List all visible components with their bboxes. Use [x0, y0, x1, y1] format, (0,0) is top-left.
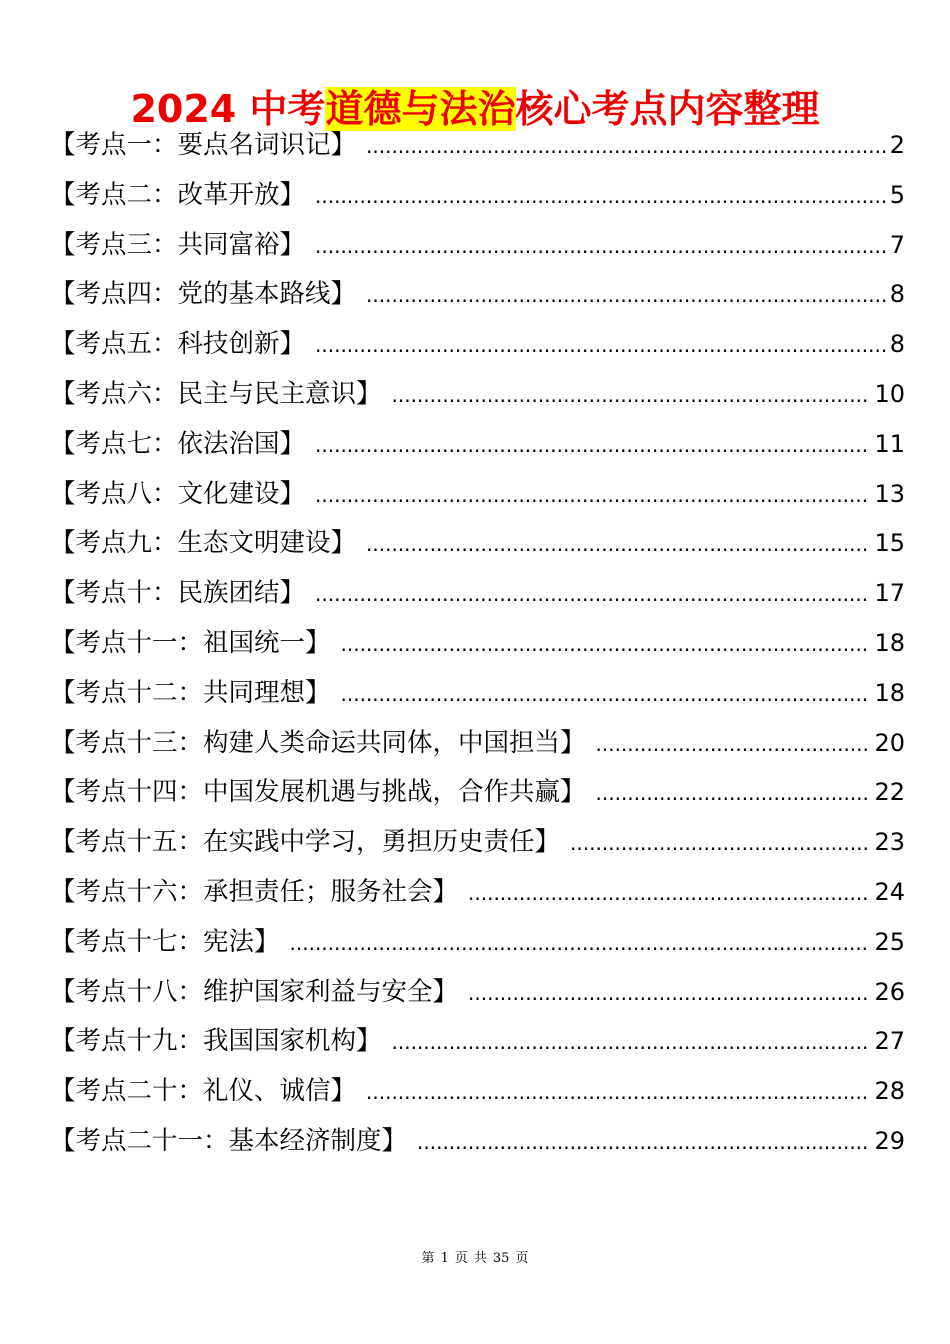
toc-leader-dots [596, 720, 871, 770]
toc-leader-dots [315, 570, 870, 620]
toc-entry-label: 【考点十五：在实践中学习，勇担历史责任】 [50, 827, 561, 858]
toc-entry-page: 18 [874, 628, 905, 657]
toc-entry-label: 【考点二十一：基本经济制度】 [50, 1125, 408, 1156]
toc-entry-page: 20 [874, 728, 905, 757]
footer-page-word: 第 [421, 1251, 435, 1266]
toc-leader-dots [315, 172, 886, 222]
toc-entry-label: 【考点十六：承担责任；服务社会】 [50, 876, 459, 907]
toc-entry[interactable] [50, 569, 905, 619]
toc-entry[interactable] [50, 669, 905, 719]
toc-entry-label: 【考点二十：礼仪、诚信】 [50, 1076, 357, 1107]
toc-entry-page: 17 [874, 579, 905, 608]
footer-total-unit: 页 [515, 1251, 529, 1266]
toc-leader-dots [392, 371, 871, 421]
table-of-contents [50, 121, 905, 1167]
toc-leader-dots [315, 471, 870, 521]
toc-entry-page: 7 [889, 230, 905, 259]
toc-entry-page: 22 [874, 778, 905, 807]
toc-entry[interactable] [50, 370, 905, 420]
toc-entry-page: 10 [874, 379, 905, 408]
toc-leader-dots [290, 919, 871, 969]
page-footer [0, 1247, 950, 1266]
toc-entry-page: 15 [874, 529, 905, 558]
footer-total-pages: 35 [492, 1251, 510, 1266]
toc-entry-label: 【考点一：要点名词识记】 [50, 130, 357, 160]
toc-entry[interactable] [50, 868, 905, 918]
toc-entry-label: 【考点十七：宪法】 [50, 926, 280, 957]
title-prefix: 2024 中考 [130, 87, 326, 132]
toc-entry-page: 23 [874, 828, 905, 857]
toc-entry[interactable] [50, 768, 905, 818]
toc-entry[interactable] [50, 171, 905, 221]
toc-entry[interactable] [50, 420, 905, 470]
toc-entry-label: 【考点六：民主与民主意识】 [50, 378, 382, 409]
title-highlight: 道德与法治 [325, 87, 516, 132]
toc-entry-page: 5 [889, 180, 905, 209]
toc-entry[interactable] [50, 270, 905, 320]
toc-entry[interactable] [50, 1117, 905, 1167]
toc-leader-dots [315, 421, 870, 471]
title-suffix: 核心考点内容整理 [515, 87, 820, 132]
toc-entry[interactable] [50, 918, 905, 968]
toc-entry-label: 【考点十一：祖国统一】 [50, 627, 331, 658]
toc-entry-label: 【考点四：党的基本路线】 [50, 279, 357, 310]
toc-entry[interactable] [50, 968, 905, 1018]
toc-entry-label: 【考点十三：构建人类命运共同体，中国担当】 [50, 727, 586, 758]
toc-entry-page: 2 [889, 131, 905, 159]
toc-entry-page: 26 [874, 977, 905, 1006]
toc-entry[interactable] [50, 320, 905, 370]
toc-entry-page: 27 [874, 1027, 905, 1056]
toc-leader-dots [417, 1118, 870, 1168]
toc-leader-dots [341, 620, 871, 670]
toc-leader-dots [341, 670, 871, 720]
toc-entry-page: 13 [874, 479, 905, 508]
toc-entry-label: 【考点五：科技创新】 [50, 329, 306, 360]
toc-entry[interactable] [50, 221, 905, 271]
toc-entry-page: 25 [874, 927, 905, 956]
toc-leader-dots [366, 271, 886, 321]
toc-entry[interactable] [50, 619, 905, 669]
toc-leader-dots [366, 520, 870, 570]
footer-total-word: 共 [473, 1251, 487, 1266]
toc-leader-dots [570, 819, 870, 869]
toc-entry-label: 【考点十四：中国发展机遇与挑战，合作共赢】 [50, 777, 586, 808]
toc-leader-dots [315, 321, 886, 371]
toc-entry-label: 【考点十九：我国国家机构】 [50, 1026, 382, 1057]
toc-entry-page: 28 [874, 1077, 905, 1106]
toc-entry-label: 【考点九：生态文明建设】 [50, 528, 357, 559]
toc-entry-page: 11 [874, 429, 905, 458]
toc-entry[interactable] [50, 1017, 905, 1067]
toc-entry-page: 8 [889, 280, 905, 309]
toc-leader-dots [468, 969, 870, 1019]
toc-leader-dots [392, 1018, 871, 1068]
toc-entry-page: 24 [874, 877, 905, 906]
toc-leader-dots [366, 122, 886, 172]
toc-entry[interactable] [50, 1067, 905, 1117]
toc-entry-label: 【考点八：文化建设】 [50, 478, 306, 509]
toc-leader-dots [366, 1068, 870, 1118]
toc-entry-label: 【考点三：共同富裕】 [50, 229, 306, 260]
toc-leader-dots [596, 769, 871, 819]
toc-entry-page: 18 [874, 678, 905, 707]
toc-entry-label: 【考点七：依法治国】 [50, 428, 306, 459]
toc-entry[interactable] [50, 519, 905, 569]
footer-current-page: 1 [440, 1251, 449, 1266]
toc-entry-page: 8 [889, 330, 905, 359]
footer-page-unit: 页 [454, 1251, 468, 1266]
toc-entry-page: 29 [874, 1126, 905, 1155]
toc-leader-dots [468, 869, 870, 919]
toc-entry-label: 【考点十二：共同理想】 [50, 677, 331, 708]
toc-entry[interactable] [50, 719, 905, 769]
toc-entry-label: 【考点十：民族团结】 [50, 578, 306, 609]
toc-entry[interactable] [50, 818, 905, 868]
toc-entry[interactable] [50, 121, 905, 171]
toc-leader-dots [315, 222, 886, 272]
toc-entry-label: 【考点十八：维护国家利益与安全】 [50, 976, 459, 1007]
toc-entry-label: 【考点二：改革开放】 [50, 179, 306, 210]
toc-entry[interactable] [50, 470, 905, 520]
